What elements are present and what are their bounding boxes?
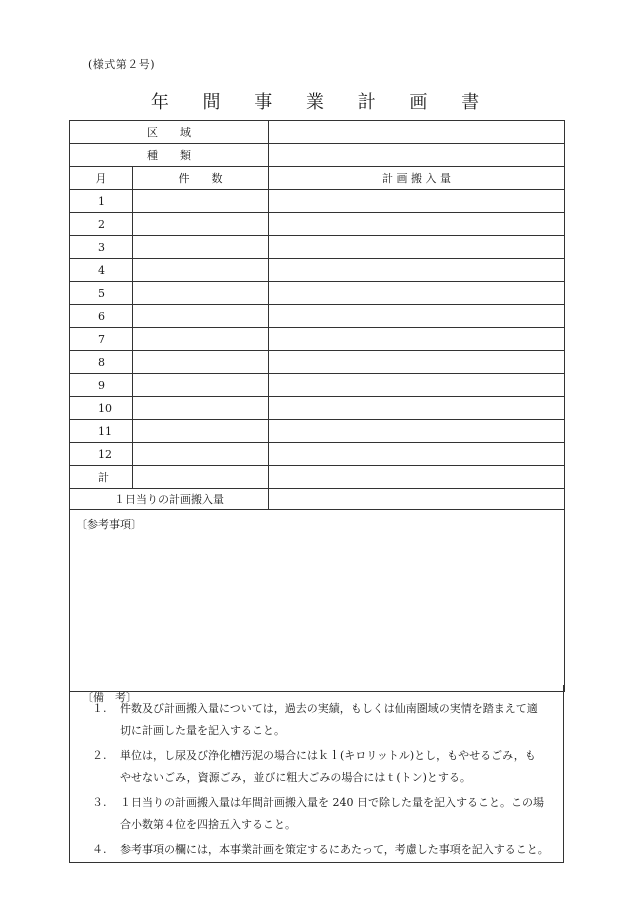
type-field[interactable] — [269, 144, 565, 167]
count-cell[interactable] — [133, 213, 269, 236]
form-number: (様式第２号) — [88, 58, 156, 71]
count-cell[interactable] — [133, 236, 269, 259]
count-cell[interactable] — [133, 397, 269, 420]
note-item — [92, 698, 562, 742]
planned-amount-cell[interactable] — [269, 397, 565, 420]
total-planned-cell[interactable] — [269, 466, 565, 489]
count-cell[interactable] — [133, 190, 269, 213]
count-cell[interactable] — [133, 328, 269, 351]
note-text-line1: 件数及び計画搬入量については，過去の実績，もしくは仙南圏域の実情を踏まえて適 — [120, 702, 538, 715]
month-label: 2 — [70, 213, 133, 236]
note-number: １. — [92, 702, 107, 715]
planned-amount-cell[interactable] — [269, 351, 565, 374]
note-number: ４. — [92, 843, 107, 856]
month-row — [70, 397, 565, 420]
month-row — [70, 351, 565, 374]
planned-amount-cell[interactable] — [269, 213, 565, 236]
total-row — [70, 466, 565, 489]
month-header: 月 — [70, 167, 133, 190]
planned-amount-cell[interactable] — [269, 282, 565, 305]
total-label: 計 — [70, 466, 133, 489]
count-header: 件 数 — [133, 167, 269, 190]
note-item — [92, 745, 562, 789]
note-number: ３. — [92, 796, 107, 809]
month-label: 4 — [70, 259, 133, 282]
month-label: 1 — [70, 190, 133, 213]
month-label: 3 — [70, 236, 133, 259]
reference-field[interactable] — [70, 510, 565, 692]
count-cell[interactable] — [133, 420, 269, 443]
month-label: 6 — [70, 305, 133, 328]
page-title: 年 間 事 業 計 画 書 — [150, 92, 494, 113]
district-field[interactable] — [269, 121, 565, 144]
total-count-cell[interactable] — [133, 466, 269, 489]
notes-heading: 〔備 考〕 — [82, 691, 137, 704]
count-cell[interactable] — [133, 282, 269, 305]
month-label: 11 — [70, 420, 133, 443]
month-row — [70, 282, 565, 305]
note-number: ２. — [92, 749, 107, 762]
count-cell[interactable] — [133, 259, 269, 282]
month-label: 9 — [70, 374, 133, 397]
planned-amount-cell[interactable] — [269, 259, 565, 282]
note-text-line1: 参考事項の欄には，本事業計画を策定するにあたって，考慮した事項を記入すること。 — [120, 843, 549, 856]
count-cell[interactable] — [133, 374, 269, 397]
annual-plan-table — [69, 120, 565, 692]
per-day-row — [70, 489, 565, 510]
reference-label: 〔参考事項〕 — [76, 518, 142, 531]
month-row — [70, 190, 565, 213]
header-row — [70, 167, 565, 190]
month-row — [70, 374, 565, 397]
note-text-line1: 単位は，し尿及び浄化槽汚泥の場合にはｋｌ(キロリットル)とし，もやせるごみ，も — [120, 749, 536, 762]
note-item — [92, 792, 562, 836]
notes-section — [69, 685, 564, 863]
count-cell[interactable] — [133, 305, 269, 328]
month-row — [70, 236, 565, 259]
month-row — [70, 328, 565, 351]
count-cell[interactable] — [133, 351, 269, 374]
planned-amount-cell[interactable] — [269, 443, 565, 466]
note-text-line2: 切に計画した量を記入すること。 — [120, 724, 285, 737]
planned-amount-cell[interactable] — [269, 305, 565, 328]
count-cell[interactable] — [133, 443, 269, 466]
note-text-line2: やせないごみ，資源ごみ，並びに粗大ごみの場合にはｔ(トン)とする。 — [120, 771, 471, 784]
note-text-line1: １日当りの計画搬入量は年間計画搬入量を 240 日で除した量を記入すること。この場 — [120, 796, 544, 809]
type-row — [70, 144, 565, 167]
planned-amount-header: 計 画 搬 入 量 — [269, 167, 565, 190]
month-label: 12 — [70, 443, 133, 466]
per-day-cell[interactable] — [269, 489, 565, 510]
note-text-line2: 合小数第４位を四捨五入すること。 — [120, 818, 296, 831]
month-label: 5 — [70, 282, 133, 305]
month-row — [70, 213, 565, 236]
note-item — [92, 839, 562, 861]
planned-amount-cell[interactable] — [269, 420, 565, 443]
month-label: 7 — [70, 328, 133, 351]
month-row — [70, 443, 565, 466]
month-label: 8 — [70, 351, 133, 374]
per-day-label: １日当りの計画搬入量 — [70, 489, 269, 510]
month-row — [70, 305, 565, 328]
planned-amount-cell[interactable] — [269, 236, 565, 259]
reference-row — [70, 510, 565, 692]
month-row — [70, 420, 565, 443]
district-label: 区 域 — [70, 121, 269, 144]
planned-amount-cell[interactable] — [269, 190, 565, 213]
planned-amount-cell[interactable] — [269, 328, 565, 351]
type-label: 種 類 — [70, 144, 269, 167]
month-label: 10 — [70, 397, 133, 420]
planned-amount-cell[interactable] — [269, 374, 565, 397]
district-row — [70, 121, 565, 144]
month-row — [70, 259, 565, 282]
